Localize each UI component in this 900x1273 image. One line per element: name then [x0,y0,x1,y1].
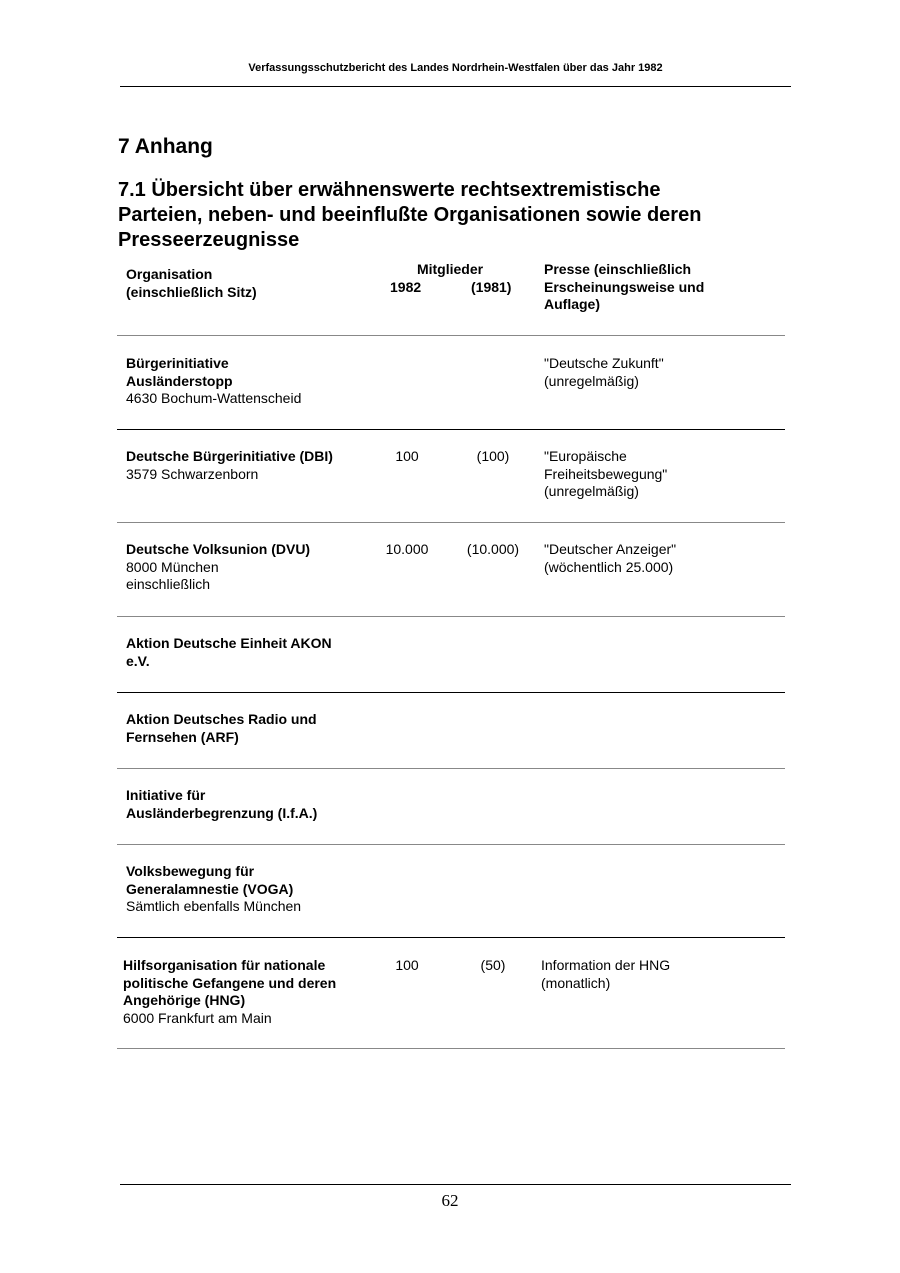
table-header-year-1982: 1982 [390,279,422,295]
press-cell: Information der HNG (monatlich) [541,957,671,991]
page-number: 62 [441,1191,459,1210]
organisation-cell [126,541,310,594]
organisation-name: Bürgerinitiative [126,355,229,371]
row-divider [117,937,785,938]
organisation-name: Hilfsorganisation für nationale [123,957,326,973]
subtitle-line: Parteien, neben- und beeinflußte Organisationen sowie deren [118,204,702,226]
organisation-cell [126,711,317,746]
row-divider [117,522,785,523]
organisation-cell [126,355,301,408]
organisation-cell [126,863,301,916]
row-divider [117,429,785,430]
organisation-seat: 4630 Bochum-Wattenscheid [126,390,302,406]
organisation-name: Aktion Deutsche Einheit AKON [126,635,332,651]
organisation-cell [126,787,317,822]
row-divider [117,1048,785,1049]
members-1982: 100 [395,957,419,973]
organisation-name: Initiative für [126,787,206,803]
row-divider [117,616,785,617]
subtitle-line: 7.1 Übersicht über erwähnenswerte rechtsextremistische [118,179,661,201]
organisation-name: Aktion Deutsches Radio und [126,711,317,727]
row-divider [117,768,785,769]
organisation-cell [126,448,333,483]
press-cell: "Deutsche Zukunft" (unregelmäßig) [544,355,664,389]
organisation-name: politische Gefangene und deren [123,974,337,991]
members-1981: (50) [480,957,506,973]
organisation-cell [126,635,332,670]
organisation-name: Generalamnestie (VOGA) [126,880,294,897]
members-1981: (100) [476,448,510,464]
organisation-cell [123,957,336,1027]
section-subtitle [118,178,758,253]
table-header-organisation: Organisation (einschließlich Sitz) [126,266,257,300]
organisation-name: Ausländerbegrenzung (I.f.A.) [126,804,318,821]
members-1982: 100 [395,448,419,464]
members-1981: (10.000) [466,541,520,557]
organisation-seat: 3579 Schwarzenborn [126,465,259,482]
row-divider [117,692,785,693]
press-cell: "Deutscher Anzeiger" (wöchentlich 25.000) [544,541,677,575]
row-divider [117,844,785,845]
footer-rule [120,1184,791,1185]
table-header-press: Presse (einschließlich Erscheinungsweise und Auflage) [544,261,705,312]
organisation-name: Fernsehen (ARF) [126,728,239,745]
table-header-year-1981: (1981) [471,279,512,295]
table-header-members: Mitglieder [416,261,484,277]
organisation-seat: 6000 Frankfurt am Main [123,1009,272,1026]
organisation-name: Angehörige (HNG) [123,992,246,1008]
section-title: 7 Anhang [118,135,213,158]
organisation-name: Volksbewegung für [126,863,255,879]
subtitle-line: Presseerzeugnisse [118,229,300,251]
members-1982: 10.000 [385,541,429,557]
running-header: Verfassungsschutzbericht des Landes Nordrhein-Westfalen über das Jahr 1982 [248,62,663,74]
organisation-name: Deutsche Bürgerinitiative (DBI) [126,448,333,464]
organisation-name: Deutsche Volksunion (DVU) [126,541,311,557]
row-divider [117,335,785,336]
organisation-seat: Sämtlich ebenfalls München [126,898,302,914]
press-cell: "Europäische Freiheitsbewegung" (unregelmäßig) [544,448,668,499]
organisation-seat: 8000 München [126,558,219,575]
header-rule [120,86,791,87]
organisation-name: Ausländerstopp [126,372,233,389]
organisation-seat: einschließlich [126,576,211,592]
organisation-name: e.V. [126,652,150,669]
